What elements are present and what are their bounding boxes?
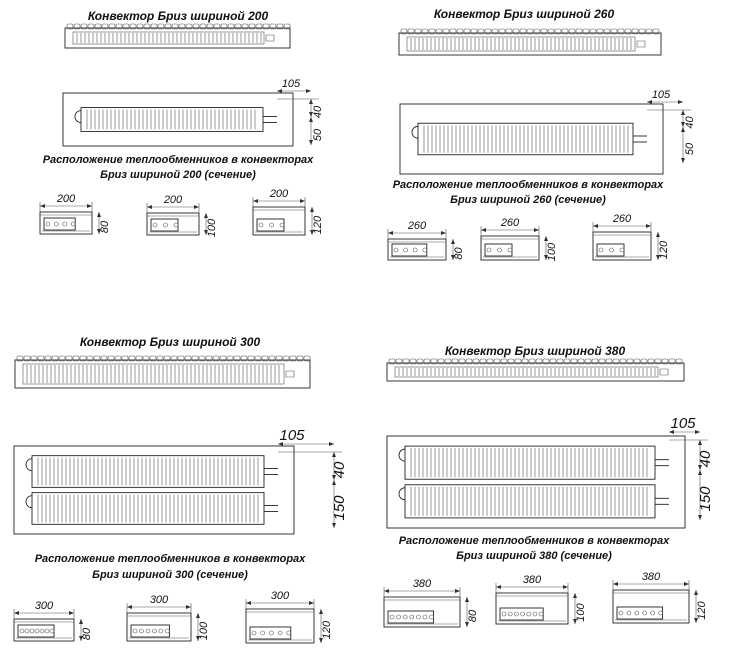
offset-dimension: 105 <box>670 415 696 432</box>
arrowhead <box>306 89 311 93</box>
trough-outline <box>384 597 460 627</box>
pipe-return-bend <box>26 459 32 471</box>
heat-exchanger-body <box>32 456 264 488</box>
convector-title: Конвектор Бриз шириной 200 <box>87 9 269 23</box>
pipe-cross-section <box>508 612 512 616</box>
arrowhead <box>698 440 702 445</box>
section-width-dimension: 300 <box>34 600 54 612</box>
housing-outline <box>400 104 663 174</box>
arrowhead <box>204 213 208 218</box>
pipe-cross-section <box>35 629 39 633</box>
section-width-dimension: 300 <box>270 590 290 602</box>
heat-exchanger-section <box>392 244 427 256</box>
pipe-cross-section <box>487 248 491 252</box>
pipe-cross-section <box>174 223 178 227</box>
section-height-dimension: 80 <box>467 609 479 623</box>
housing-outline <box>63 93 293 146</box>
pipe-return-bend <box>26 496 32 508</box>
arrowhead <box>451 239 455 244</box>
caption-line-1: Расположение теплообменников в конвекторах <box>392 179 664 191</box>
arrowhead <box>544 236 548 241</box>
pipe-cross-section <box>651 611 655 615</box>
offset-dimension: 105 <box>281 78 301 90</box>
connection-stub <box>660 369 668 375</box>
pipe-cross-section <box>599 248 603 252</box>
arrowhead <box>127 605 132 609</box>
pipe-cross-section <box>165 629 169 633</box>
inlet-spacing-dimension: 40 <box>684 116 696 129</box>
arrowhead <box>646 224 651 228</box>
pipe-cross-section <box>643 611 647 615</box>
arrowhead <box>465 597 469 602</box>
grille-frame <box>399 33 661 55</box>
arrowhead <box>534 228 539 232</box>
pipe-cross-section <box>45 629 49 633</box>
pipe-cross-section <box>25 629 29 633</box>
section-height-dimension: 100 <box>546 242 558 262</box>
inlet-spacing-dimension: 40 <box>331 461 348 479</box>
grille-frame <box>65 28 290 48</box>
pipe-cross-section <box>416 615 420 619</box>
pipe-cross-section <box>502 612 506 616</box>
caption-line-2: Бриз шириной 380 (сечение) <box>456 550 612 562</box>
pipe-cross-section <box>423 248 427 252</box>
heat-exchanger-section <box>44 218 75 230</box>
pipe-cross-section <box>46 222 50 226</box>
pipe-cross-section <box>521 612 525 616</box>
pipe-spacing-dimension: 50 <box>684 142 696 156</box>
arrowhead <box>147 205 152 209</box>
arrowhead <box>329 442 334 446</box>
pipe-cross-section <box>152 629 156 633</box>
connection-stub <box>637 41 645 47</box>
arrowhead <box>455 589 460 593</box>
section-width-dimension: 260 <box>407 220 427 232</box>
trough-outline <box>496 593 568 624</box>
arrowhead <box>684 582 689 586</box>
section-width-dimension: 260 <box>612 213 632 225</box>
section-width-dimension: 200 <box>56 193 76 205</box>
pipe-cross-section <box>619 611 623 615</box>
pipe-cross-section <box>527 612 531 616</box>
arrowhead <box>309 99 313 104</box>
section-height-dimension: 80 <box>453 247 465 260</box>
pipe-cross-section <box>20 629 24 633</box>
connection-stub <box>286 371 294 377</box>
pipe-cross-section <box>63 222 67 226</box>
pipe-return-bend <box>75 111 81 123</box>
pipe-cross-section <box>413 248 417 252</box>
pipe-cross-section <box>403 615 407 619</box>
arrowhead <box>332 523 336 528</box>
pipe-cross-section <box>40 629 44 633</box>
pipe-spacing-dimension: 150 <box>697 486 714 512</box>
pipe-cross-section <box>54 222 58 226</box>
pipe-cross-section <box>261 631 265 635</box>
arrowhead <box>681 110 685 115</box>
pipe-cross-section <box>514 612 518 616</box>
arrowhead <box>332 452 336 457</box>
pipe-cross-section <box>153 223 157 227</box>
caption-line-1: Расположение теплообменников в конвекторах <box>42 154 314 166</box>
section-width-dimension: 380 <box>641 571 661 583</box>
heat-exchanger-body <box>81 108 263 132</box>
arrowhead <box>441 231 446 235</box>
section-height-dimension: 120 <box>321 620 333 640</box>
section-height-dimension: 120 <box>696 601 708 620</box>
section-height-dimension: 100 <box>206 218 218 238</box>
arrowhead <box>698 515 702 520</box>
heat-exchanger-section <box>617 607 663 619</box>
section-height-dimension: 120 <box>312 215 324 235</box>
heat-exchanger-section <box>18 625 54 637</box>
pipe-cross-section <box>659 611 663 615</box>
section-height-dimension: 120 <box>658 240 670 260</box>
caption-line-1: Расположение теплообменников в конвекторах <box>398 535 670 547</box>
arrowhead <box>69 611 74 615</box>
pipe-cross-section <box>287 631 291 635</box>
convector-title: Конвектор Бриз шириной 380 <box>444 344 626 358</box>
arrowhead <box>573 593 577 598</box>
housing-outline <box>387 436 685 528</box>
convector-q300-group <box>14 335 348 643</box>
section-width-dimension: 200 <box>269 188 289 200</box>
heat-exchanger-body <box>405 446 655 479</box>
pipe-spacing-dimension: 50 <box>312 128 324 142</box>
caption-line-2: Бриз шириной 260 (сечение) <box>450 194 606 206</box>
arrowhead <box>309 601 314 605</box>
arrowhead <box>253 199 258 203</box>
arrowhead <box>196 613 200 618</box>
arrowhead <box>319 609 323 614</box>
pipe-cross-section <box>164 223 168 227</box>
pipe-cross-section <box>259 223 263 227</box>
pipe-cross-section <box>146 629 150 633</box>
pipe-return-bend <box>399 449 405 461</box>
pipe-cross-section <box>539 612 543 616</box>
pipe-cross-section <box>610 248 614 252</box>
heat-exchanger-body <box>405 485 655 518</box>
section-width-dimension: 380 <box>412 578 432 590</box>
arrowhead <box>310 207 314 212</box>
grille-insert <box>73 32 264 44</box>
section-width-dimension: 300 <box>149 594 169 606</box>
arrowhead <box>40 204 45 208</box>
trough-outline <box>613 590 689 623</box>
pipe-cross-section <box>397 615 401 619</box>
convector-title: Конвектор Бриз шириной 260 <box>433 7 615 21</box>
convector-q380-group <box>384 344 714 627</box>
section-width-dimension: 380 <box>522 574 542 586</box>
arrowhead <box>388 231 393 235</box>
trough-outline <box>246 609 314 643</box>
pipe-cross-section <box>30 629 34 633</box>
pipe-spacing-dimension: 150 <box>331 495 348 521</box>
arrowhead <box>194 205 199 209</box>
pipe-cross-section <box>139 629 143 633</box>
arrowhead <box>613 582 618 586</box>
arrowhead <box>656 232 660 237</box>
section-height-dimension: 80 <box>99 220 111 234</box>
pipe-return-bend <box>399 488 405 500</box>
pipe-cross-section <box>133 629 137 633</box>
caption-line-1: Расположение теплообменников в конвекторах <box>34 553 306 565</box>
grille-insert <box>395 367 658 377</box>
section-width-dimension: 260 <box>500 217 520 229</box>
pipe-cross-section <box>278 631 282 635</box>
inlet-spacing-dimension: 40 <box>697 450 714 468</box>
pipe-cross-section <box>394 248 398 252</box>
grille-frame <box>387 363 684 381</box>
pipe-cross-section <box>404 248 408 252</box>
caption-line-2: Бриз шириной 300 (сечение) <box>92 569 248 581</box>
pipe-cross-section <box>620 248 624 252</box>
pipe-cross-section <box>508 248 512 252</box>
pipe-cross-section <box>410 615 414 619</box>
arrowhead <box>698 470 702 475</box>
pipe-return-bend <box>412 126 418 138</box>
arrowhead <box>14 611 19 615</box>
grille-insert <box>23 364 284 384</box>
pipe-cross-section <box>627 611 631 615</box>
offset-dimension: 105 <box>651 89 671 101</box>
arrowhead <box>563 585 568 589</box>
arrowhead <box>332 480 336 485</box>
heat-exchanger-body <box>32 493 264 525</box>
convector-q260-group <box>388 7 696 261</box>
pipe-cross-section <box>159 629 163 633</box>
pipe-cross-section <box>50 629 54 633</box>
grille-insert <box>407 37 635 51</box>
pipe-cross-section <box>430 615 434 619</box>
arrowhead <box>593 224 598 228</box>
heat-exchanger-body <box>418 123 633 155</box>
arrowhead <box>186 605 191 609</box>
caption-line-2: Бриз шириной 200 (сечение) <box>100 169 256 181</box>
pipe-cross-section <box>269 631 273 635</box>
arrowhead <box>681 158 685 163</box>
arrowhead <box>678 100 683 104</box>
arrowhead <box>694 590 698 595</box>
inlet-spacing-dimension: 40 <box>312 105 324 119</box>
pipe-cross-section <box>635 611 639 615</box>
pipe-cross-section <box>270 223 274 227</box>
pipe-cross-section <box>280 223 284 227</box>
arrowhead <box>481 228 486 232</box>
section-height-dimension: 100 <box>198 621 210 641</box>
pipe-cross-section <box>423 615 427 619</box>
section-width-dimension: 200 <box>163 194 183 206</box>
pipe-cross-section <box>71 222 75 226</box>
arrowhead <box>87 204 92 208</box>
arrowhead <box>79 619 83 624</box>
convector-q200-group <box>40 9 324 237</box>
pipe-cross-section <box>498 248 502 252</box>
connection-stub <box>266 35 274 41</box>
pipe-cross-section <box>533 612 537 616</box>
pipe-cross-section <box>390 615 394 619</box>
offset-dimension: 105 <box>279 427 305 444</box>
arrowhead <box>300 199 305 203</box>
arrowhead <box>695 430 700 434</box>
arrowhead <box>97 212 101 217</box>
section-height-dimension: 80 <box>81 627 93 641</box>
arrowhead <box>496 585 501 589</box>
arrowhead <box>246 601 251 605</box>
convector-title: Конвектор Бриз шириной 300 <box>79 335 261 349</box>
section-height-dimension: 100 <box>575 603 587 622</box>
pipe-cross-section <box>252 631 256 635</box>
arrowhead <box>384 589 389 593</box>
